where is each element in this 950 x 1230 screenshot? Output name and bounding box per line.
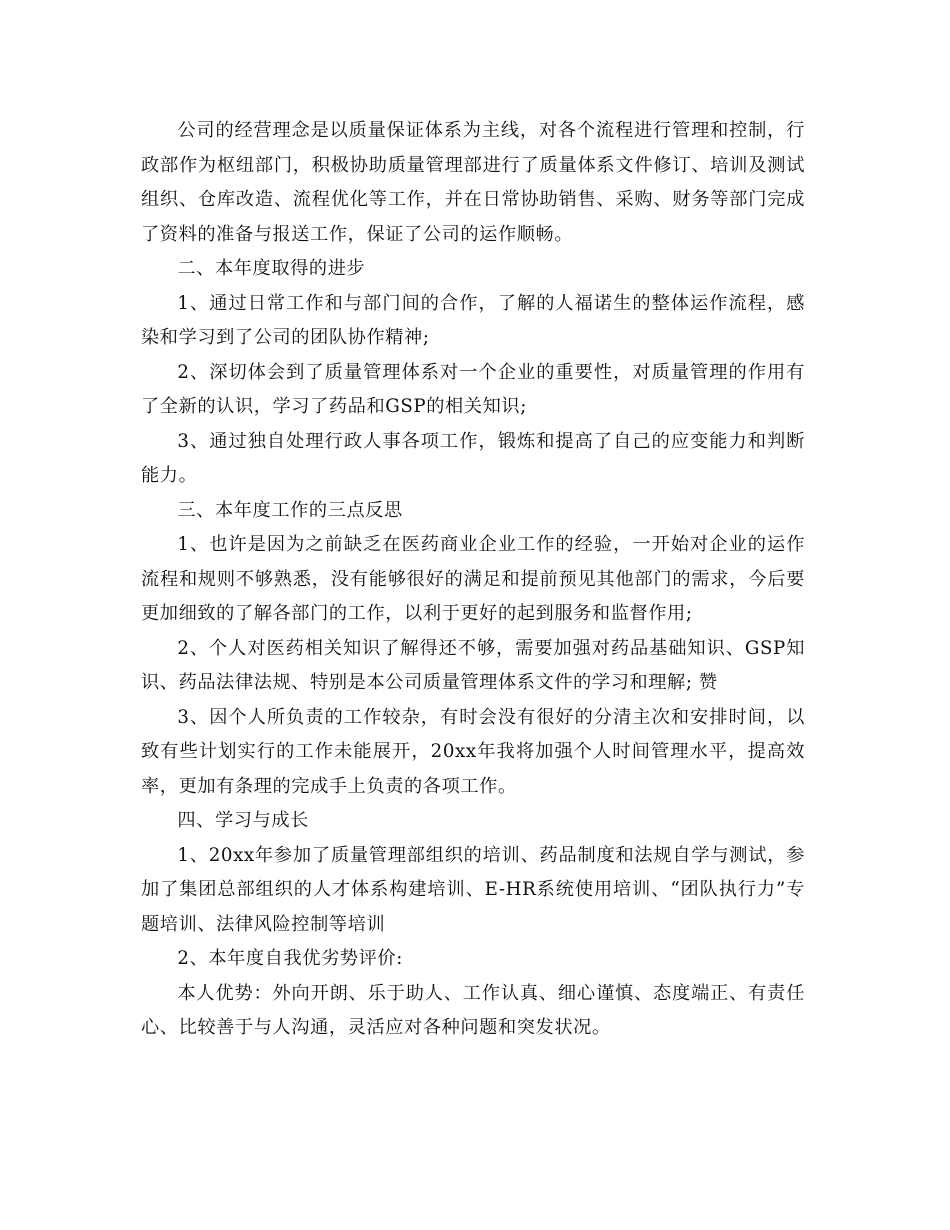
paragraph-management-philosophy: 公司的经营理念是以质量保证体系为主线，对各个流程进行管理和控制，行政部作为枢纽部门，积极协助质量管理部进行了质量体系文件修订、培训及测试组织、仓库改造、流程优化等工作，并在日常协助销售、采购、财务等部门完成了资料的准备与报送工作，保证了公司的运作顺畅。: [141, 120, 805, 245]
heading-learning-growth: 四、学习与成长: [177, 810, 309, 831]
paragraph-progress-2: 2、深切体会到了质量管理体系对一个企业的重要性，对质量管理的作用有了全新的认识，学习了药品和GSP的相关知识;: [141, 361, 805, 417]
paragraph-strengths: 本人优势：外向开朗、乐于助人、工作认真、细心谨慎、态度端正、有责任心、比较善于与人沟通，灵活应对各种问题和突发状况。: [141, 982, 805, 1038]
heading-progress: 二、本年度取得的进步: [177, 258, 366, 279]
paragraph-learning-2: 2、本年度自我优劣势评价:: [177, 948, 403, 969]
paragraph-reflection-2: 2、个人对医药相关知识了解得还不够，需要加强对药品基础知识、GSP知识、药品法律法规、特别是本公司质量管理体系文件的学习和理解; 赞: [141, 637, 805, 693]
paragraph-reflection-3: 3、因个人所负责的工作较杂，有时会没有很好的分清主次和安排时间，以致有些计划实行的工作未能展开，20xx年我将加强个人时间管理水平，提高效率，更加有条理的完成手上负责的各项工作。: [141, 706, 805, 797]
paragraph-reflection-1: 1、也许是因为之前缺乏在医药商业企业工作的经验，一开始对企业的运作流程和规则不够熟悉，没有能够很好的满足和提前预见其他部门的需求，今后要更加细致的了解各部门的工作，以利于更好的起到服务和监督作用;: [141, 534, 805, 624]
heading-reflections: 三、本年度工作的三点反思: [177, 499, 403, 521]
paragraph-progress-1: 1、通过日常工作和与部门间的合作，了解的人福诺生的整体运作流程，感染和学习到了公司的团队协作精神;: [141, 292, 805, 348]
paragraph-learning-1: 1、20xx年参加了质量管理部组织的培训、药品制度和法规自学与测试，参加了集团总部组织的人才体系构建培训、E-HR系统使用培训、“团队执行力”专题培训、法律风险控制等培训: [141, 844, 805, 935]
paragraph-progress-3: 3、通过独自处理行政人事各项工作，锻炼和提高了自己的应变能力和判断能力。: [141, 430, 805, 486]
document-body: [141, 114, 805, 1046]
